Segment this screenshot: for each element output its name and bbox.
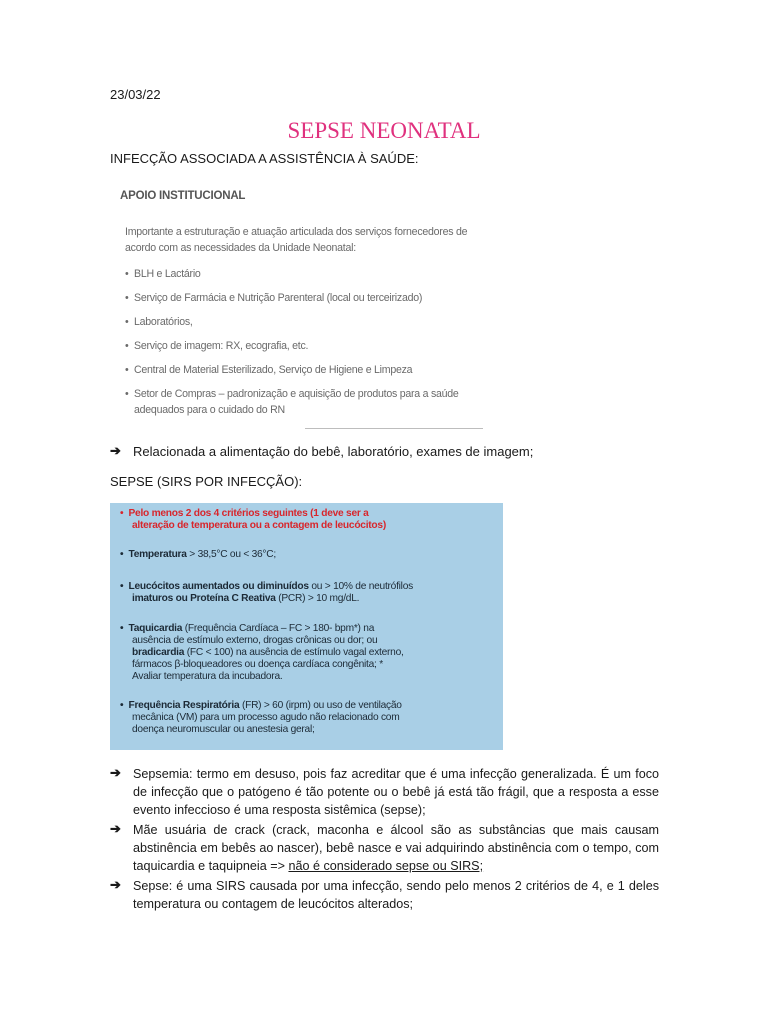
criteria-taquicardia: • Taquicardia (Frequência Cardíaca – FC > 180- bpm*) na <box>120 623 375 634</box>
paragraph-crack: Mãe usuária de crack (crack, maconha e álcool são as substâncias que mais causam abstinência em bebês ao nascer), bebê nasce e vai adquirindo abstinência com o tempo, com taquicardia e taquipneia => não é considerado sepse ou SIRS; <box>133 823 659 873</box>
image-title: APOIO INSTITUCIONAL <box>120 190 246 202</box>
list-item: • Setor de Compras – padronização e aquisição de produtos para a saúde adequados para o cuidado do RN <box>125 386 490 418</box>
arrow-bullet-icon: ➔ <box>110 821 121 836</box>
criteria-temperature: • Temperatura > 38,5°C ou < 36°C; <box>120 549 276 560</box>
list-item: • Serviço de imagem: RX, ecografia, etc. <box>125 338 490 354</box>
criteria-fr-line: mecânica (VM) para um processo agudo não relacionado com <box>132 712 400 723</box>
criteria-note-line: alteração de temperatura ou a contagem de leucócitos) <box>132 520 386 531</box>
criteria-leucocitos-line: imaturos ou Proteína C Reativa (PCR) > 10 mg/dL. <box>132 593 360 604</box>
criteria-bradicardia-line: bradicardia (FC < 100) na ausência de estímulo vagal externo, <box>132 647 404 658</box>
note-feeding-lab-imaging: Relacionada a alimentação do bebê, laboratório, exames de imagem; <box>133 444 534 459</box>
underlined-conclusion: não é considerado sepse ou SIRS; <box>288 859 484 873</box>
list-item: • Laboratórios, <box>125 314 490 330</box>
section-heading-sepse: SEPSE (SIRS POR INFECÇÃO): <box>110 474 303 489</box>
image-divider <box>305 428 483 429</box>
page-title: SEPSE NEONATAL <box>287 118 481 143</box>
list-item: • Central de Material Esterilizado, Serviço de Higiene e Limpeza <box>125 362 490 378</box>
arrow-bullet-icon: ➔ <box>110 877 121 892</box>
arrow-bullet-icon: ➔ <box>110 765 121 780</box>
document-date: 23/03/22 <box>110 87 161 102</box>
image-intro-text: Importante a estruturação e atuação articulada dos serviços fornecedores de acordo com as necessidades da Unidade Neonatal: <box>125 226 468 254</box>
criteria-taquicardia-line: ausência de estímulo externo, drogas crônicas ou dor; ou <box>132 635 378 646</box>
paragraph-sepse-definition: Sepse: é uma SIRS causada por uma infecção, sendo pelo menos 2 critérios de 4, e 1 deles temperatura ou contagem de leucócitos alterados; <box>133 879 659 911</box>
list-item: • Serviço de Farmácia e Nutrição Parenteral (local ou terceirizado) <box>125 290 490 306</box>
paragraph-sepsemia: Sepsemia: termo em desuso, pois faz acreditar que é uma infecção generalizada. É um foco de infecção que o patógeno é tão potente ou o bebê já está tão frágil, que a resposta a esse evento infeccioso é uma resposta sistêmica (sepse); <box>133 767 659 817</box>
section-heading-iras: INFECÇÃO ASSOCIADA A ASSISTÊNCIA À SAÚDE: <box>110 151 419 166</box>
criteria-note-line: • Pelo menos 2 dos 4 critérios seguintes (1 deve ser a <box>120 508 369 519</box>
apoio-institucional-image <box>110 178 486 430</box>
criteria-frequencia-respiratoria: • Frequência Respiratória (FR) > 60 (irpm) ou uso de ventilação <box>120 700 402 711</box>
sepse-criteria-image <box>110 503 503 750</box>
criteria-taquicardia-line: fármacos β-bloqueadores ou doença cardíaca congênita; * <box>132 659 383 670</box>
image-bullet-list <box>125 266 490 426</box>
list-item: • BLH e Lactário <box>125 266 490 282</box>
criteria-leucocitos: • Leucócitos aumentados ou diminuídos ou > 10% de neutrófilos <box>120 581 413 592</box>
arrow-bullet-icon: ➔ <box>110 443 121 458</box>
criteria-taquicardia-line: Avaliar temperatura da incubadora. <box>132 671 283 682</box>
criteria-fr-line: doença neuromuscular ou anestesia geral; <box>132 724 315 735</box>
